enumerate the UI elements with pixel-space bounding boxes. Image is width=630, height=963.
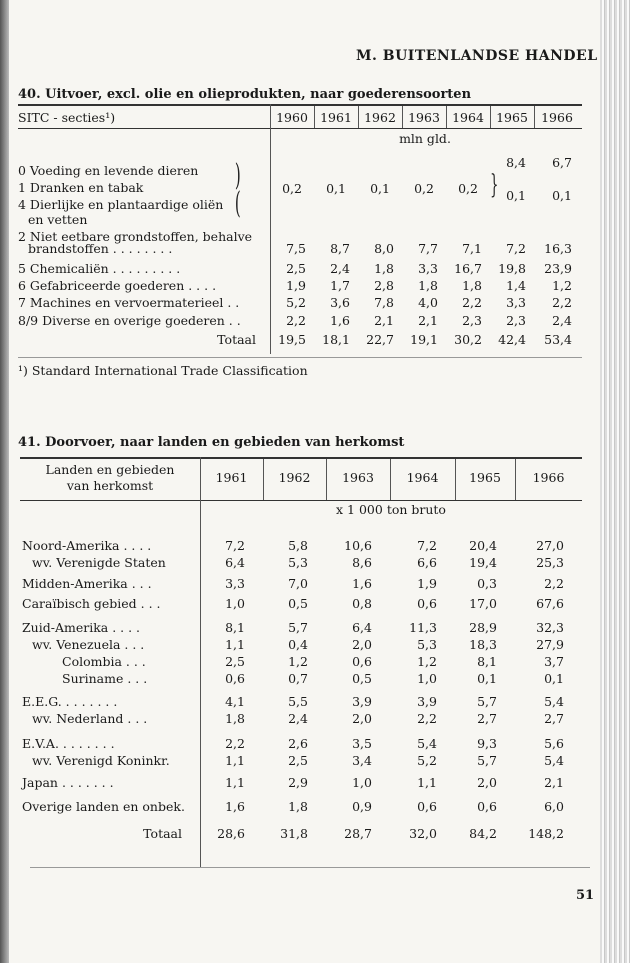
cell-value: 3,3 (506, 295, 526, 310)
cell-value: 27,0 (536, 538, 564, 553)
total-label: Totaal (217, 332, 256, 347)
brace-icon: } (490, 170, 499, 200)
cell-value: 4,0 (418, 295, 438, 310)
cell-value: 2,7 (544, 711, 564, 726)
row-label: Suriname . . . (62, 671, 148, 686)
cell-value: 0,8 (352, 596, 372, 611)
divider (20, 457, 582, 459)
column-header-year: 1963 (408, 110, 440, 125)
cell-value: 8,7 (330, 241, 350, 256)
row-label: 2 Niet eetbare grondstoffen, behalve (18, 229, 253, 244)
cell-value: 1,7 (330, 278, 350, 293)
cell-value: 5,6 (544, 736, 564, 751)
cell-value: 1,4 (506, 278, 526, 293)
cell-value: 0,5 (288, 596, 308, 611)
row-label: brandstoffen . . . . . . . . (28, 241, 173, 256)
cell-value: 1,8 (288, 799, 308, 814)
cell-value: 1,2 (552, 278, 572, 293)
row-label: wv. Verenigde Staten (32, 555, 166, 570)
cell-value: 7,1 (462, 241, 482, 256)
cell-value: 8,6 (352, 555, 372, 570)
cell-value: 6,4 (225, 555, 245, 570)
cell-value: 2,2 (544, 576, 564, 591)
cell-value: 32,3 (536, 620, 564, 635)
cell-value: 2,5 (225, 654, 245, 669)
cell-value: 28,7 (344, 826, 372, 841)
cell-value: 28,6 (217, 826, 245, 841)
cell-value: 3,7 (544, 654, 564, 669)
cell-value: 1,0 (417, 671, 437, 686)
cell-value: 28,9 (469, 620, 497, 635)
cell-value: 7,8 (374, 295, 394, 310)
cell-value: 10,6 (344, 538, 372, 553)
cell-value: 2,7 (477, 711, 497, 726)
row-label: Japan . . . . . . . (22, 775, 114, 790)
unit-label: mln gld. (399, 131, 451, 146)
divider (358, 106, 359, 128)
divider (402, 106, 403, 128)
cell-value: 7,2 (506, 241, 526, 256)
cell-value: 2,4 (330, 261, 350, 276)
cell-value: 8,1 (477, 654, 497, 669)
column-header-year: 1966 (541, 110, 573, 125)
cell-value: 2,5 (286, 261, 306, 276)
cell-value: 7,2 (417, 538, 437, 553)
cell-value: 3,5 (352, 736, 372, 751)
column-header-year: 1963 (342, 470, 374, 485)
cell-value: 0,5 (352, 671, 372, 686)
cell-value: 1,8 (374, 261, 394, 276)
cell-value: 1,1 (225, 637, 245, 652)
row-label: 0 Voeding en levende dieren (18, 163, 199, 178)
divider (515, 459, 516, 500)
cell-value: 5,7 (477, 753, 497, 768)
column-header-year: 1962 (364, 110, 396, 125)
cell-value: 19,1 (410, 332, 438, 347)
cell-value: 6,6 (417, 555, 437, 570)
divider (263, 459, 264, 500)
divider (534, 106, 535, 128)
divider (326, 459, 327, 500)
cell-value: 2,2 (225, 736, 245, 751)
cell-value: 1,8 (462, 278, 482, 293)
cell-value: 32,0 (409, 826, 437, 841)
row-label: 1 Dranken en tabak (18, 180, 144, 195)
cell-value: 1,0 (352, 775, 372, 790)
cell-value: 3,9 (417, 694, 437, 709)
cell-value: 16,3 (544, 241, 572, 256)
cell-value: 1,1 (225, 753, 245, 768)
cell-value: 3,3 (418, 261, 438, 276)
cell-value: 22,7 (366, 332, 394, 347)
cell-value: 0,2 (414, 181, 434, 196)
cell-value: 2,1 (418, 313, 438, 328)
cell-value: 5,5 (288, 694, 308, 709)
cell-value: 25,3 (536, 555, 564, 570)
cell-value: 0,6 (477, 799, 497, 814)
row-label: Colombia . . . (62, 654, 146, 669)
row-label: wv. Nederland . . . (32, 711, 148, 726)
cell-value: 2,2 (462, 295, 482, 310)
column-header-year: 1965 (496, 110, 528, 125)
cell-value: 1,6 (225, 799, 245, 814)
cell-value: 1,1 (417, 775, 437, 790)
row-label: 4 Dierlijke en plantaardige oliën (18, 197, 224, 212)
cell-value: 0,2 (282, 181, 302, 196)
table-41-title: 41. Doorvoer, naar landen en gebieden van herkomst (18, 435, 405, 450)
cell-value: 6,0 (544, 799, 564, 814)
table-40-title: 40. Uitvoer, excl. olie en olieprodukten, naar goederensoorten (18, 87, 472, 102)
stub-header: SITC - secties¹) (18, 110, 116, 125)
cell-value: 7,7 (418, 241, 438, 256)
divider (18, 357, 582, 358)
column-header-year: 1965 (469, 470, 501, 485)
cell-value: 19,8 (498, 261, 526, 276)
cell-value: 8,4 (506, 155, 526, 170)
cell-value: 6,7 (552, 155, 572, 170)
cell-value: 23,9 (544, 261, 572, 276)
row-label: wv. Venezuela . . . (32, 637, 145, 652)
row-label: 8/9 Diverse en overige goederen . . (18, 313, 241, 328)
cell-value: 2,6 (288, 736, 308, 751)
cell-value: 0,1 (544, 671, 564, 686)
cell-value: 4,1 (225, 694, 245, 709)
cell-value: 5,2 (286, 295, 306, 310)
column-header-year: 1961 (215, 470, 248, 485)
cell-value: 3,4 (352, 753, 372, 768)
running-header: M. BUITENLANDSE HANDEL (356, 48, 598, 64)
cell-value: 7,5 (286, 241, 306, 256)
row-label: Overige landen en onbek. (22, 799, 185, 814)
column-header-year: 1964 (406, 470, 439, 485)
cell-value: 5,4 (417, 736, 437, 751)
cell-value: 2,1 (544, 775, 564, 790)
cell-value: 53,4 (544, 332, 572, 347)
row-label: E.E.G. . . . . . . . (22, 694, 118, 709)
cell-value: 0,1 (552, 188, 572, 203)
row-label: wv. Verenigd Koninkr. (32, 753, 170, 768)
cell-value: 1,2 (417, 654, 437, 669)
column-header-year: 1966 (532, 470, 565, 485)
cell-value: 2,2 (286, 313, 306, 328)
cell-value: 0,3 (477, 576, 497, 591)
cell-value: 5,4 (544, 694, 564, 709)
row-label: Caraïbisch gebied . . . (22, 596, 161, 611)
cell-value: 2,4 (552, 313, 572, 328)
row-label: E.V.A. . . . . . . . (22, 736, 115, 751)
cell-value: 1,8 (225, 711, 245, 726)
cell-value: 5,4 (544, 753, 564, 768)
cell-value: 0,1 (370, 181, 390, 196)
stub-header-line2: van herkomst (66, 478, 154, 493)
cell-value: 1,6 (352, 576, 372, 591)
cell-value: 2,3 (506, 313, 526, 328)
divider (314, 106, 315, 128)
cell-value: 2,0 (352, 711, 372, 726)
cell-value: 8,1 (225, 620, 245, 635)
cell-value: 0,7 (288, 671, 308, 686)
column-header-year: 1960 (276, 110, 308, 125)
divider (455, 459, 456, 500)
cell-value: 8,0 (374, 241, 394, 256)
cell-value: 0,6 (417, 596, 437, 611)
cell-value: 0,2 (458, 181, 478, 196)
cell-value: 11,3 (409, 620, 437, 635)
divider (446, 106, 447, 128)
divider (490, 106, 491, 128)
book-gutter (0, 0, 9, 963)
cell-value: 5,8 (288, 538, 308, 553)
row-label: Midden-Amerika . . . (22, 576, 152, 591)
cell-value: 16,7 (454, 261, 482, 276)
cell-value: 5,7 (477, 694, 497, 709)
cell-value: 0,9 (352, 799, 372, 814)
divider (18, 128, 582, 129)
cell-value: 18,3 (469, 637, 497, 652)
column-header-year: 1964 (452, 110, 484, 125)
cell-value: 3,6 (330, 295, 350, 310)
cell-value: 1,9 (417, 576, 437, 591)
cell-value: 1,0 (225, 596, 245, 611)
cell-value: 2,3 (462, 313, 482, 328)
column-header-year: 1961 (320, 110, 352, 125)
cell-value: 3,3 (225, 576, 245, 591)
cell-value: 2,1 (374, 313, 394, 328)
cell-value: 1,8 (418, 278, 438, 293)
cell-value: 2,5 (288, 753, 308, 768)
page-number: 51 (576, 888, 595, 903)
cell-value: 148,2 (528, 826, 564, 841)
divider (20, 500, 582, 501)
cell-value: 2,2 (552, 295, 572, 310)
cell-value: 0,6 (225, 671, 245, 686)
cell-value: 6,4 (352, 620, 372, 635)
cell-value: 0,1 (506, 188, 526, 203)
cell-value: 9,3 (477, 736, 497, 751)
cell-value: 0,6 (352, 654, 372, 669)
cell-value: 27,9 (536, 637, 564, 652)
cell-value: 2,0 (352, 637, 372, 652)
cell-value: 2,4 (288, 711, 308, 726)
cell-value: 1,2 (288, 654, 308, 669)
cell-value: 5,2 (417, 753, 437, 768)
divider (18, 104, 582, 106)
brace-icon: ( (234, 186, 241, 221)
page-edges (600, 0, 630, 963)
cell-value: 5,7 (288, 620, 308, 635)
cell-value: 0,1 (477, 671, 497, 686)
cell-value: 1,1 (225, 775, 245, 790)
cell-value: 5,3 (417, 637, 437, 652)
cell-value: 2,0 (477, 775, 497, 790)
cell-value: 1,9 (286, 278, 306, 293)
row-label: en vetten (28, 212, 88, 227)
unit-label: x 1 000 ton bruto (336, 502, 446, 517)
cell-value: 17,0 (469, 596, 497, 611)
cell-value: 42,4 (498, 332, 526, 347)
cell-value: 7,2 (225, 538, 245, 553)
row-label: 6 Gefabriceerde goederen . . . . (18, 278, 217, 293)
cell-value: 3,9 (352, 694, 372, 709)
cell-value: 0,4 (288, 637, 308, 652)
cell-value: 2,9 (288, 775, 308, 790)
divider (30, 867, 590, 868)
cell-value: 2,2 (417, 711, 437, 726)
cell-value: 30,2 (454, 332, 482, 347)
cell-value: 1,6 (330, 313, 350, 328)
total-label: Totaal (143, 826, 182, 841)
cell-value: 18,1 (322, 332, 350, 347)
row-label: 7 Machines en vervoermaterieel . . (18, 295, 240, 310)
cell-value: 20,4 (469, 538, 497, 553)
cell-value: 0,1 (326, 181, 346, 196)
row-label: 5 Chemicaliën . . . . . . . . . (18, 261, 181, 276)
cell-value: 0,6 (417, 799, 437, 814)
footnote: ¹) Standard International Trade Classification (18, 363, 308, 378)
cell-value: 19,5 (278, 332, 306, 347)
row-label: Noord-Amerika . . . . (22, 538, 152, 553)
cell-value: 2,8 (374, 278, 394, 293)
brace-icon: ) (234, 158, 241, 193)
cell-value: 84,2 (469, 826, 497, 841)
cell-value: 7,0 (288, 576, 308, 591)
cell-value: 31,8 (280, 826, 308, 841)
row-label: Zuid-Amerika . . . . (22, 620, 141, 635)
stub-header-line1: Landen en gebieden (45, 462, 175, 477)
column-header-year: 1962 (278, 470, 311, 485)
cell-value: 5,3 (288, 555, 308, 570)
cell-value: 67,6 (536, 596, 564, 611)
cell-value: 19,4 (469, 555, 497, 570)
divider (390, 459, 391, 500)
